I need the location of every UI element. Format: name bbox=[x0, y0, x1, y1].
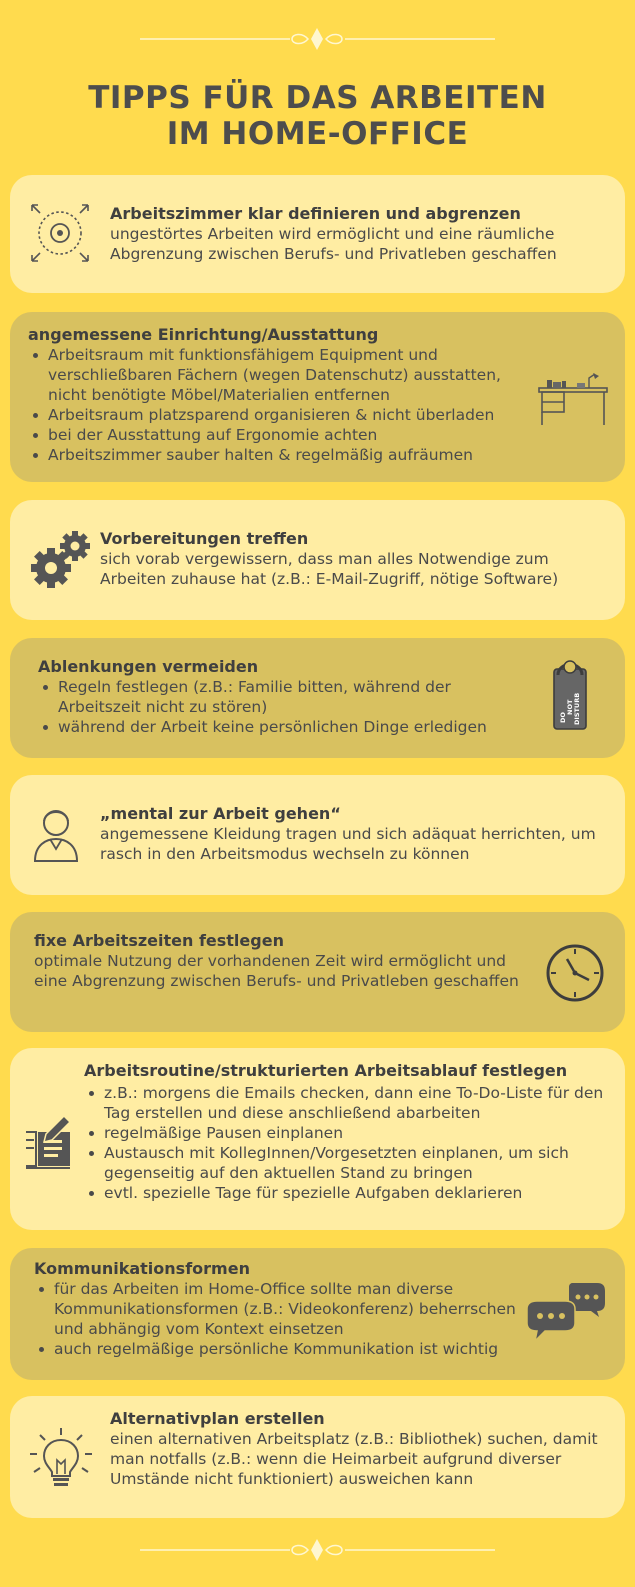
sign-text-not: NOT bbox=[566, 699, 574, 715]
top-ornament-divider bbox=[0, 26, 635, 52]
list-item: auch regelmäßige persönliche Kommunikation ist wichtig bbox=[54, 1339, 519, 1359]
card-arbeitszeiten bbox=[10, 912, 625, 1032]
section-heading: Vorbereitungen treffen bbox=[100, 529, 309, 548]
list-item: für das Arbeiten im Home-Office sollte man diverse Kommunikationsformen (z.B.: Videokonferenz) beherrschen und abhängig vom Kontext einsetzen bbox=[54, 1279, 519, 1339]
lightbulb-icon bbox=[28, 1426, 94, 1492]
section-heading: „mental zur Arbeit gehen“ bbox=[100, 804, 341, 823]
sign-text-disturb: DISTURB bbox=[573, 692, 581, 725]
section-heading: Ablenkungen vermeiden bbox=[38, 657, 259, 676]
section-heading: Arbeitsroutine/strukturierten Arbeitsablauf festlegen bbox=[84, 1061, 568, 1080]
section-body: ungestörtes Arbeiten wird ermöglicht und eine räumliche Abgrenzung zwischen Berufs- und Privatleben geschaffen bbox=[110, 225, 557, 263]
bullet-list bbox=[34, 1279, 519, 1359]
bullet-list bbox=[28, 345, 533, 465]
card-kommunikation bbox=[10, 1248, 625, 1380]
sign-text-do: DO bbox=[559, 712, 567, 723]
title-line-1: TIPPS FÜR DAS ARBEITEN bbox=[88, 80, 547, 116]
clock-icon bbox=[545, 943, 605, 1003]
section-heading: Kommunikationsformen bbox=[34, 1259, 250, 1278]
list-item: evtl. spezielle Tage für spezielle Aufgaben deklarieren bbox=[104, 1183, 614, 1203]
list-item: Arbeitsraum mit funktionsfähigem Equipment und verschließbaren Fächern (wegen Datenschutz) ausstatten, nicht benötigte Möbel/Materialien entfernen bbox=[48, 345, 533, 405]
chat-bubbles-icon bbox=[525, 1283, 607, 1345]
section-heading: fixe Arbeitszeiten festlegen bbox=[34, 931, 284, 950]
list-item: bei der Ausstattung auf Ergonomie achten bbox=[48, 425, 533, 445]
list-item: während der Arbeit keine persönlichen Dinge erledigen bbox=[58, 717, 508, 737]
list-item: regelmäßige Pausen einplanen bbox=[104, 1123, 614, 1143]
bottom-ornament-divider bbox=[0, 1537, 635, 1563]
section-heading: angemessene Einrichtung/Ausstattung bbox=[28, 325, 379, 344]
card-arbeitszimmer bbox=[10, 175, 625, 293]
desk-icon bbox=[537, 370, 609, 430]
bullet-list bbox=[84, 1083, 614, 1203]
list-item: z.B.: morgens die Emails checken, dann eine To-Do-Liste für den Tag erstellen und diese anschließend abarbeiten bbox=[104, 1083, 614, 1123]
card-ablenkungen bbox=[10, 638, 625, 758]
section-body: angemessene Kleidung tragen und sich adäquat herrichten, um rasch in den Arbeitsmodus wechseln zu können bbox=[100, 825, 596, 863]
section-heading: Alternativplan erstellen bbox=[110, 1409, 325, 1428]
gears-icon bbox=[25, 526, 95, 594]
section-heading: Arbeitszimmer klar definieren und abgrenzen bbox=[110, 204, 521, 223]
target-arrows-icon bbox=[30, 203, 90, 263]
list-item: Arbeitsraum platzsparend organisieren & nicht überladen bbox=[48, 405, 533, 425]
card-mental bbox=[10, 775, 625, 895]
section-body: optimale Nutzung der vorhandenen Zeit wird ermöglicht und eine Abgrenzung zwischen Berufs- und Privatleben geschaffen bbox=[34, 952, 519, 990]
person-icon bbox=[32, 803, 80, 865]
page-title bbox=[0, 80, 635, 152]
do-not-disturb-icon bbox=[550, 653, 590, 731]
list-item: Austausch mit KollegInnen/Vorgesetzten einplanen, um sich gegenseitig auf den aktuellen Stand zu bringen bbox=[104, 1143, 614, 1183]
card-alternativplan bbox=[10, 1396, 625, 1518]
card-vorbereitungen bbox=[10, 500, 625, 620]
notes-pen-icon bbox=[24, 1112, 80, 1170]
card-einrichtung bbox=[10, 312, 625, 482]
card-arbeitsroutine bbox=[10, 1048, 625, 1230]
list-item: Arbeitszimmer sauber halten & regelmäßig aufräumen bbox=[48, 445, 533, 465]
list-item: Regeln festlegen (z.B.: Familie bitten, während der Arbeitszeit nicht zu stören) bbox=[58, 677, 508, 717]
section-body: sich vorab vergewissern, dass man alles Notwendige zum Arbeiten zuhause hat (z.B.: E-Mail-Zugriff, nötige Software) bbox=[100, 550, 559, 588]
title-line-2: IM HOME-OFFICE bbox=[166, 116, 469, 152]
bullet-list bbox=[38, 677, 508, 737]
section-body: einen alternativen Arbeitsplatz (z.B.: Bibliothek) suchen, damit man notfalls (z.B.: wenn die Heimarbeit aufgrund diverser Umstände nicht funktioniert) ausweichen kann bbox=[110, 1430, 598, 1488]
